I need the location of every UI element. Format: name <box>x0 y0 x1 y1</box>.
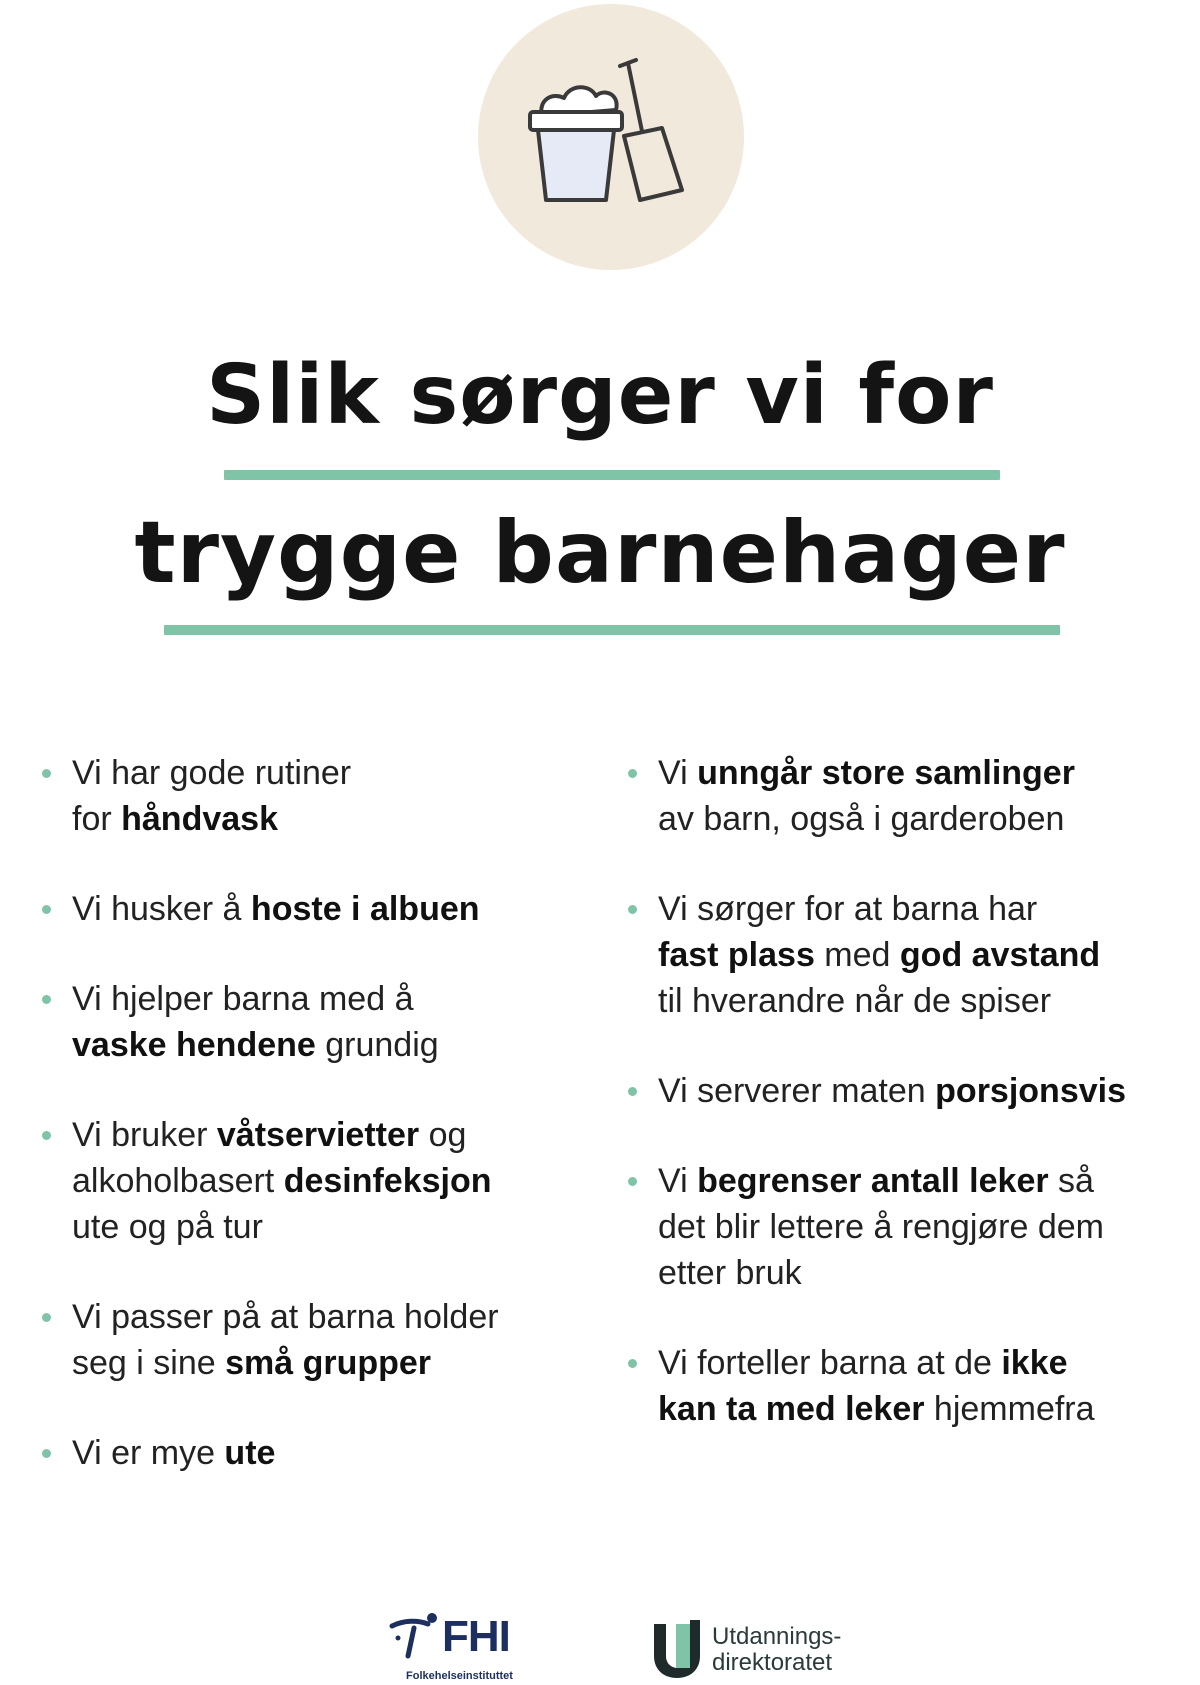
fhi-subtitle: Folkehelseinstituttet <box>406 1670 513 1682</box>
list-item: Vi hjelper barna med å vaske hendene grundig <box>38 976 568 1068</box>
list-item: Vi er mye ute <box>38 1430 568 1476</box>
list-item: Vi unngår store samlinger av barn, også i garderoben <box>624 750 1194 842</box>
list-item: Vi forteller barna at de ikke kan ta med leker hjemmefra <box>624 1340 1194 1432</box>
udir-wordmark: Utdannings- direktoratet <box>712 1623 842 1676</box>
illustration-circle <box>478 4 744 270</box>
title-underline-1 <box>224 470 1000 480</box>
list-item: Vi passer på at barna holder seg i sine små grupper <box>38 1294 568 1386</box>
list-item: Vi begrenser antall leker så det blir lettere å rengjøre dem etter bruk <box>624 1158 1194 1296</box>
list-item: Vi bruker våtservietter og alkoholbasert desinfeksjon ute og på tur <box>38 1112 568 1250</box>
fhi-logo <box>388 1612 540 1685</box>
list-item: Vi serverer maten porsjonsvis <box>624 1068 1194 1114</box>
udir-u-icon <box>652 1620 702 1678</box>
list-item: Vi husker å hoste i albuen <box>38 886 568 932</box>
fhi-figure-icon <box>388 1612 440 1664</box>
sand-bucket-and-shovel-icon <box>478 4 744 270</box>
list-item: Vi har gode rutiner for håndvask <box>38 750 568 842</box>
right-bullet-list <box>624 750 1194 1432</box>
udir-logo <box>652 1612 872 1682</box>
list-item: Vi sørger for at barna har fast plass med god avstand til hverandre når de spiser <box>624 886 1194 1024</box>
title-line-1: Slik sørger vi for <box>206 348 994 443</box>
title-line-2: trygge barnehager <box>134 503 1066 603</box>
left-bullet-list <box>38 750 568 1476</box>
title-underline-2 <box>164 625 1060 635</box>
fhi-wordmark: FHI <box>442 1612 510 1661</box>
